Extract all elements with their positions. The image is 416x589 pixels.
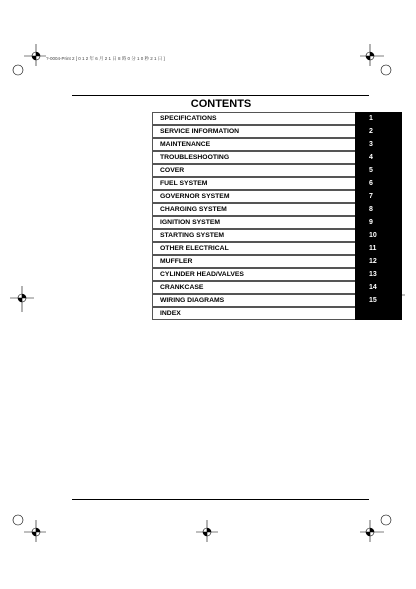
toc-label: GOVERNOR SYSTEM [152,190,363,203]
toc-section-number: 5 [355,164,402,177]
toc-row-maintenance[interactable] [152,138,404,151]
toc-row-ignition-system[interactable] [152,216,404,229]
toc-section-number: 15 [355,294,402,307]
toc-label: SPECIFICATIONS [152,112,363,125]
toc-label: STARTING SYSTEM [152,229,363,242]
toc-label: CRANKCASE [152,281,363,294]
toc-label: SERVICE INFORMATION [152,125,363,138]
toc-row-other-electrical[interactable] [152,242,404,255]
contents-list [152,112,404,320]
toc-section-number: 7 [355,190,402,203]
toc-label: COVER [152,164,363,177]
toc-section-number: 2 [355,125,402,138]
toc-label: CHARGING SYSTEM [152,203,363,216]
toc-row-muffler[interactable] [152,255,404,268]
toc-label: OTHER ELECTRICAL [152,242,363,255]
toc-section-number: 4 [355,151,402,164]
toc-row-troubleshooting[interactable] [152,151,404,164]
toc-row-fuel-system[interactable] [152,177,404,190]
toc-row-governor-system[interactable] [152,190,404,203]
toc-row-cylinder-head-valves[interactable] [152,268,404,281]
print-header-text: ?-0004-Print 2 [ 0 1 2 年 6 月 2 1 日 8 時 0 分 1 0 秒 2 1 日 ] [46,56,165,61]
toc-label: FUEL SYSTEM [152,177,363,190]
toc-row-cover[interactable] [152,164,404,177]
toc-row-specifications[interactable] [152,112,404,125]
toc-row-service-information[interactable] [152,125,404,138]
toc-section-number: 3 [355,138,402,151]
toc-label: TROUBLESHOOTING [152,151,363,164]
toc-label: WIRING DIAGRAMS [152,294,363,307]
toc-section-number [355,306,402,320]
toc-row-charging-system[interactable] [152,203,404,216]
toc-row-index[interactable] [152,307,404,320]
toc-label: INDEX [152,307,363,320]
toc-section-number: 13 [355,268,402,281]
toc-row-starting-system[interactable] [152,229,404,242]
contents-title: CONTENTS [190,98,252,110]
toc-section-number: 14 [355,281,402,294]
toc-label: MUFFLER [152,255,363,268]
toc-label: CYLINDER HEAD/VALVES [152,268,363,281]
toc-section-number: 9 [355,216,402,229]
toc-row-crankcase[interactable] [152,281,404,294]
toc-label: IGNITION SYSTEM [152,216,363,229]
toc-section-number: 6 [355,177,402,190]
toc-section-number: 12 [355,255,402,268]
toc-section-number: 11 [355,242,402,255]
toc-section-number: 10 [355,229,402,242]
toc-section-number: 8 [355,203,402,216]
toc-label: MAINTENANCE [152,138,363,151]
toc-section-number: 1 [355,112,402,125]
